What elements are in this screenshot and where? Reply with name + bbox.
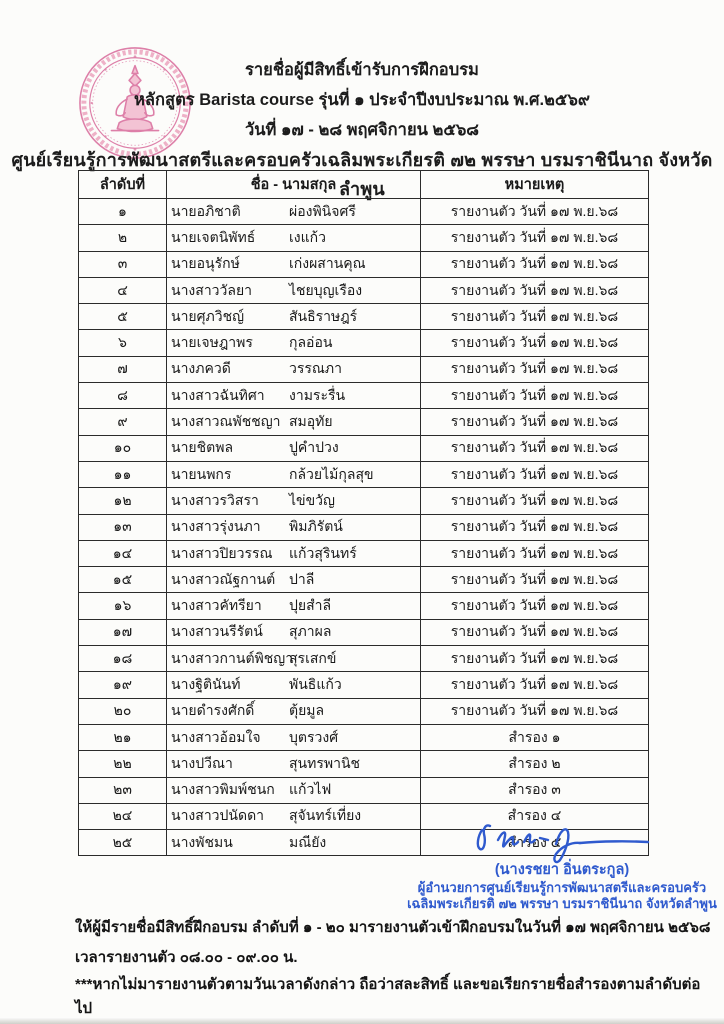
row-remark: รายงานตัว วันที่ ๑๗ พ.ย.๖๘: [421, 409, 649, 435]
first-name: นางสาวปิยวรรณ: [171, 544, 273, 561]
row-name: [167, 672, 421, 698]
last-name: เก่งผสานคุณ: [289, 255, 366, 272]
row-order: ๑๔: [79, 540, 167, 566]
last-name: ไชยบุญเรือง: [289, 281, 363, 298]
first-name: นายอภิชาติ: [171, 202, 241, 219]
first-name: นางสาวนรีรัตน์: [171, 623, 263, 640]
column-header-name: ชื่อ - นามสกุล: [167, 171, 421, 199]
row-name: [167, 540, 421, 566]
signatory-name: (นางรชยา อิ่นตระกูล): [494, 862, 630, 878]
row-name: [167, 304, 421, 330]
last-name: กล้วยไม้กุลสุข: [289, 465, 374, 482]
row-name: [167, 199, 421, 225]
row-order: ๖: [79, 330, 167, 356]
first-name: นายเจษฎาพร: [171, 334, 253, 351]
table-row: [79, 409, 649, 435]
table-row: [79, 277, 649, 303]
row-remark: รายงานตัว วันที่ ๑๗ พ.ย.๖๘: [421, 540, 649, 566]
last-name: แก้วไฟ: [289, 781, 332, 798]
report-time: เวลารายงานตัว ๐๘.๐๐ - ๐๙.๐๐ น.: [75, 949, 298, 966]
roster-table: [78, 170, 649, 856]
row-order: ๒๕: [79, 830, 167, 856]
last-name: ปุยสำลี: [289, 597, 332, 614]
row-name: [167, 488, 421, 514]
row-name: [167, 409, 421, 435]
row-name: [167, 435, 421, 461]
row-remark: รายงานตัว วันที่ ๑๗ พ.ย.๖๘: [421, 225, 649, 251]
row-order: ๒๐: [79, 698, 167, 724]
row-name: [167, 619, 421, 645]
table-row: [79, 383, 649, 409]
last-name: สุภาผล: [289, 623, 332, 640]
row-remark: รายงานตัว วันที่ ๑๗ พ.ย.๖๘: [421, 199, 649, 225]
table-row: [79, 540, 649, 566]
first-name: นางสาววัลยา: [171, 281, 253, 298]
row-remark: รายงานตัว วันที่ ๑๗ พ.ย.๖๘: [421, 304, 649, 330]
row-remark: สำรอง ๔: [421, 803, 649, 829]
last-name: วรรณภา: [289, 360, 342, 377]
table-row: [79, 356, 649, 382]
course-dates: วันที่ ๑๗ - ๒๘ พฤศจิกายน ๒๕๖๘: [244, 121, 480, 139]
last-name: ไข่ขวัญ: [289, 491, 335, 508]
row-name: [167, 514, 421, 540]
first-name: นางสาวณพัชชญา: [171, 413, 281, 430]
row-order: ๑๗: [79, 619, 167, 645]
first-name: นางสาวพิมพ์ชนก: [171, 781, 275, 798]
table-row: [79, 567, 649, 593]
table-row: [79, 330, 649, 356]
table-row: [79, 593, 649, 619]
row-order: ๑๓: [79, 514, 167, 540]
table-row: [79, 488, 649, 514]
row-order: ๑๒: [79, 488, 167, 514]
first-name: นางสาวปนัดดา: [171, 807, 265, 824]
first-name: นางพัชมน: [171, 833, 233, 850]
last-name: ปาลี: [289, 570, 315, 587]
table-row: [79, 304, 649, 330]
signatory-title: ผู้อำนวยการศูนย์เรียนรู้การพัฒนาสตรีและครอบครัว: [417, 880, 707, 895]
table-row: [79, 435, 649, 461]
table-row: [79, 724, 649, 750]
table-row: [79, 225, 649, 251]
table-row: [79, 751, 649, 777]
row-name: [167, 251, 421, 277]
forfeit-warning: ***หากไม่มารายงานตัวตามวันเวลาดังกล่าว ถือว่าสละสิทธิ์ และขอเรียกรายชื่อสำรองตามลำดับต่อไป: [75, 976, 701, 1017]
row-remark: รายงานตัว วันที่ ๑๗ พ.ย.๖๘: [421, 672, 649, 698]
row-remark: รายงานตัว วันที่ ๑๗ พ.ย.๖๘: [421, 356, 649, 382]
first-name: นายอนุรักษ์: [171, 255, 240, 272]
first-name: นางสาวคัทรียา: [171, 597, 262, 614]
last-name: งามระรื่น: [289, 386, 346, 403]
table-row: [79, 698, 649, 724]
first-name: นายชิตพล: [171, 439, 234, 456]
table-row: [79, 646, 649, 672]
row-remark: รายงานตัว วันที่ ๑๗ พ.ย.๖๘: [421, 330, 649, 356]
row-name: [167, 567, 421, 593]
page-title: รายชื่อผู้มีสิทธิ์เข้ารับการฝึกอบรม: [245, 61, 479, 79]
row-order: ๑: [79, 199, 167, 225]
first-name: นางสาวฉันทิศา: [171, 386, 265, 403]
row-order: ๘: [79, 383, 167, 409]
first-name: นางสาวณัฐกานต์: [171, 570, 276, 587]
organization-name: ศูนย์เรียนรู้การพัฒนาสตรีและครอบครัวเฉลิมพระเกียรติ ๗๒ พรรษา บรมราชินีนาถ จังหวัดลำพูน: [11, 150, 713, 199]
last-name: ปูคำปวง: [289, 439, 339, 456]
row-order: ๒๓: [79, 777, 167, 803]
row-name: [167, 593, 421, 619]
first-name: นายนพกร: [171, 465, 232, 482]
row-order: ๑๑: [79, 461, 167, 487]
row-name: [167, 356, 421, 382]
row-order: ๒๔: [79, 803, 167, 829]
last-name: สุรเสกข์: [289, 649, 337, 666]
row-order: ๒๑: [79, 724, 167, 750]
last-name: สุจันทร์เที่ยง: [289, 807, 362, 824]
row-order: ๒๒: [79, 751, 167, 777]
table-row: [79, 251, 649, 277]
row-name: [167, 461, 421, 487]
first-name: นางสาวรวิสรา: [171, 491, 259, 508]
row-name: [167, 751, 421, 777]
course-title: หลักสูตร Barista course รุ่นที่ ๑ ประจำปีงบประมาณ พ.ศ.๒๕๖๙: [134, 91, 590, 109]
row-order: ๑๘: [79, 646, 167, 672]
row-name: [167, 225, 421, 251]
first-name: นางสาวรุ่งนภา: [171, 518, 261, 535]
row-name: [167, 646, 421, 672]
row-remark: รายงานตัว วันที่ ๑๗ พ.ย.๖๘: [421, 646, 649, 672]
first-name: นางปวีณา: [171, 754, 233, 771]
row-name: [167, 803, 421, 829]
last-name: พิมภิรัตน์: [289, 518, 343, 535]
row-remark: รายงานตัว วันที่ ๑๗ พ.ย.๖๘: [421, 567, 649, 593]
row-remark: รายงานตัว วันที่ ๑๗ พ.ย.๖๘: [421, 593, 649, 619]
row-order: ๕: [79, 304, 167, 330]
row-order: ๙: [79, 409, 167, 435]
row-name: [167, 277, 421, 303]
row-name: [167, 724, 421, 750]
scan-edge: [0, 1017, 724, 1024]
row-remark: รายงานตัว วันที่ ๑๗ พ.ย.๖๘: [421, 514, 649, 540]
row-order: ๑๕: [79, 567, 167, 593]
row-remark: สำรอง ๕: [421, 830, 649, 856]
row-order: ๑๙: [79, 672, 167, 698]
row-order: ๗: [79, 356, 167, 382]
table-header-row: [79, 171, 649, 199]
row-remark: รายงานตัว วันที่ ๑๗ พ.ย.๖๘: [421, 698, 649, 724]
row-remark: รายงานตัว วันที่ ๑๗ พ.ย.๖๘: [421, 251, 649, 277]
first-name: นายศุภวิชญ์: [171, 307, 245, 324]
row-name: [167, 698, 421, 724]
last-name: บุตรวงศ์: [289, 728, 339, 745]
first-name: นางสาวกานต์พิชญา: [171, 649, 294, 666]
last-name: สุนทรพานิช: [289, 754, 361, 771]
row-remark: สำรอง ๒: [421, 751, 649, 777]
table-row: [79, 672, 649, 698]
row-remark: รายงานตัว วันที่ ๑๗ พ.ย.๖๘: [421, 383, 649, 409]
table-row: [79, 199, 649, 225]
table-row: [79, 461, 649, 487]
row-name: [167, 383, 421, 409]
row-order: ๓: [79, 251, 167, 277]
last-name: แก้วสุรินทร์: [289, 544, 357, 561]
row-order: ๑๖: [79, 593, 167, 619]
first-name: นางภควดี: [171, 360, 231, 377]
row-name: [167, 777, 421, 803]
column-header-order: ลำดับที่: [79, 171, 167, 199]
last-name: ผ่องพินิจศรี: [289, 202, 356, 219]
last-name: เงแก้ว: [289, 228, 326, 245]
row-order: ๔: [79, 277, 167, 303]
row-name: [167, 830, 421, 856]
first-name: นายเจตนิพัทธ์: [171, 228, 256, 245]
row-order: ๑๐: [79, 435, 167, 461]
last-name: สันธิราษฎร์: [289, 307, 358, 324]
row-remark: รายงานตัว วันที่ ๑๗ พ.ย.๖๘: [421, 461, 649, 487]
row-order: ๒: [79, 225, 167, 251]
first-name: นางสาวอ้อมใจ: [171, 728, 261, 745]
row-remark: รายงานตัว วันที่ ๑๗ พ.ย.๖๘: [421, 619, 649, 645]
row-remark: รายงานตัว วันที่ ๑๗ พ.ย.๖๘: [421, 277, 649, 303]
table-row: [79, 777, 649, 803]
first-name: นางฐิตินันท์: [171, 675, 241, 692]
report-instruction: ให้ผู้มีรายชื่อมีสิทธิ์ฝึกอบรม ลำดับที่ ๑ - ๒๐ มารายงานตัวเข้าฝึกอบรมในวันที่ ๑๗ พฤศจิกายน ๒๕๖๘: [75, 919, 711, 936]
signatory-title2: เฉลิมพระเกียรติ ๗๒ พรรษา บรมราชินีนาถ จังหวัดลำพูน: [407, 896, 717, 911]
column-header-remark: หมายเหตุ: [421, 171, 649, 199]
table-row: [79, 619, 649, 645]
row-remark: สำรอง ๑: [421, 724, 649, 750]
last-name: สมอุทัย: [289, 413, 333, 430]
row-remark: รายงานตัว วันที่ ๑๗ พ.ย.๖๘: [421, 435, 649, 461]
last-name: มณียัง: [289, 833, 327, 850]
last-name: พันธิแก้ว: [289, 675, 342, 692]
last-name: ตุ้ยมูล: [289, 702, 325, 719]
row-remark: สำรอง ๓: [421, 777, 649, 803]
row-remark: รายงานตัว วันที่ ๑๗ พ.ย.๖๘: [421, 488, 649, 514]
last-name: กุลอ่อน: [289, 334, 333, 351]
first-name: นายดำรงศักดิ์: [171, 702, 255, 719]
table-row: [79, 514, 649, 540]
row-name: [167, 330, 421, 356]
